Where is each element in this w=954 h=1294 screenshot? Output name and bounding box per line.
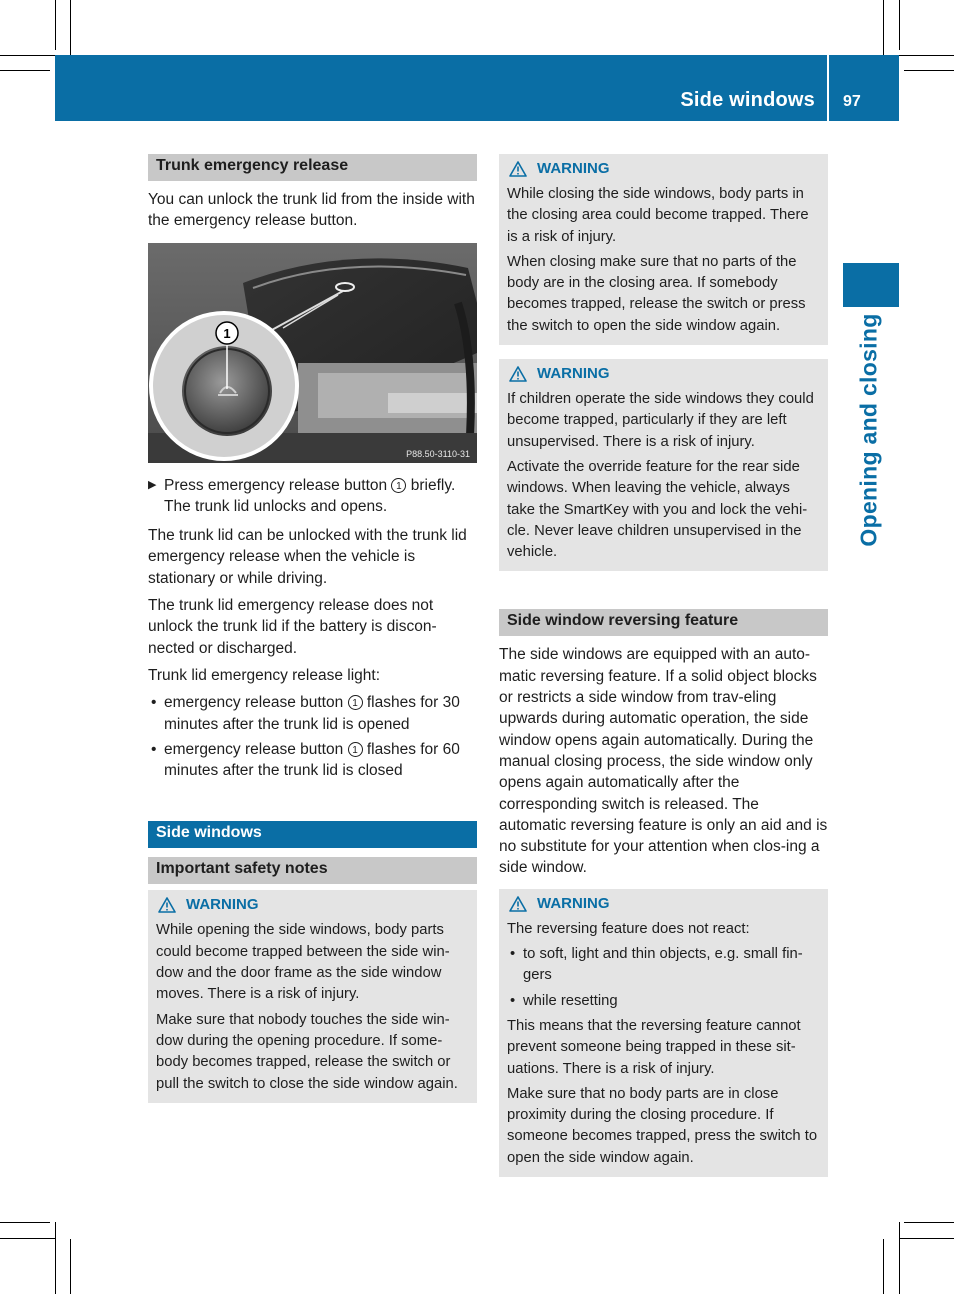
trunk-para-2: The trunk lid emergency release does not unlock the trunk lid if the battery is discon-nected or discharged. xyxy=(148,597,437,657)
trunk-para-1: The trunk lid can be unlocked with the trunk lid emergency release when the vehicle is stationary or while driving. xyxy=(148,527,467,587)
section-heading-safety: Important safety notes xyxy=(148,857,477,884)
header-title: Side windows xyxy=(680,89,815,111)
warning-triangle-icon xyxy=(158,897,176,913)
header-bar xyxy=(55,55,899,121)
page-number: 97 xyxy=(843,93,861,110)
crop-mark xyxy=(899,55,954,56)
warning-text: Activate the override feature for the rear side windows. When leaving the vehicle, always take the SmartKey with you and lock the vehi-cle. Never leave children unsupervised in the vehicle. xyxy=(507,458,808,561)
crop-mark xyxy=(883,0,884,55)
crop-mark xyxy=(899,0,900,50)
crop-mark xyxy=(0,1222,50,1223)
crop-mark xyxy=(0,55,55,56)
reversing-text: The side windows are equipped with an auto-matic reversing feature. If a solid object blocks or restricts a side window from trav-eling upwards during automatic operation, the side window opens again automatically. During the manual closing process, the side window only opens again automatically after the corresponding switch is released. The automatic reversing feature is only an aid and is no substitute for your attention when clos-ing a side window. xyxy=(499,646,828,877)
warning-box xyxy=(148,890,477,1102)
warning-text: When closing make sure that no parts of the body are in the closing area. If somebody becomes trapped, release the switch or press the switch to open the side window again. xyxy=(507,253,806,334)
step-arrow-icon: ▶ xyxy=(148,478,157,491)
warning-text: While closing the side windows, body parts in the closing area could become trapped. There is a risk of injury. xyxy=(507,186,809,245)
trunk-intro: You can unlock the trunk lid from the inside with the emergency release button. xyxy=(148,191,475,230)
chapter-label-text: Opening and closing xyxy=(855,313,882,547)
warning-triangle-icon xyxy=(509,896,527,912)
figure-code: P88.50-3110-31 xyxy=(406,448,470,459)
figure-callout: 1 xyxy=(223,325,231,341)
crop-mark xyxy=(70,1239,71,1294)
warning-text: Make sure that nobody touches the side win-dow during the opening procedure. If some-body becomes trapped, release the switch or pull the switch to close the side window again. xyxy=(156,1011,458,1092)
crop-mark xyxy=(883,1239,884,1294)
crop-mark xyxy=(904,70,954,71)
warning-label: WARNING xyxy=(537,160,610,177)
warning-box xyxy=(499,359,828,571)
warning-text: This means that the reversing feature cannot prevent someone being trapped in these sit-uations. There is a risk of injury. xyxy=(507,1017,801,1077)
warning-label: WARNING xyxy=(186,896,259,914)
warning-text: Make sure that no body parts are in close proximity during the closing procedure. If someone becomes trapped, press the switch to open the side window again. xyxy=(507,1085,818,1166)
crop-mark xyxy=(55,1222,56,1294)
crop-mark xyxy=(0,1238,55,1239)
crop-mark xyxy=(899,1222,900,1294)
list-item: • emergency release button 1 flashes for 60 minutes after the trunk lid is closed xyxy=(151,740,460,780)
warning-text: If children operate the side windows they could become trapped, particularly if they are left unsupervised. There is a risk of injury. xyxy=(507,391,814,450)
warning-box xyxy=(499,154,828,345)
warning-box xyxy=(499,889,828,1177)
callout-number: 1 xyxy=(391,478,406,493)
left-column xyxy=(148,154,477,1103)
chapter-tab xyxy=(843,263,899,307)
warning-label: WARNING xyxy=(537,365,610,383)
crop-mark xyxy=(904,1222,954,1223)
list-item: • to soft, light and thin objects, e.g. small fin-gers xyxy=(510,946,803,984)
callout-number: 1 xyxy=(348,742,363,757)
section-heading-side-windows: Side windows xyxy=(148,821,477,848)
list-item: • emergency release button 1 flashes for 30 minutes after the trunk lid is opened xyxy=(151,694,460,733)
crop-mark xyxy=(70,0,71,55)
warning-text: While opening the side windows, body parts could become trapped between the side win-dow and the door frame as the side window moves. There is a risk of injury. xyxy=(156,922,450,1003)
warning-triangle-icon xyxy=(509,161,527,177)
crop-mark xyxy=(899,1238,954,1239)
warning-text: The reversing feature does not react: xyxy=(507,920,750,937)
crop-mark xyxy=(0,70,50,71)
header-divider xyxy=(827,55,829,121)
list-item: • while resetting xyxy=(510,992,618,1009)
step-result: The trunk lid unlocks and opens. xyxy=(164,497,388,515)
right-column xyxy=(499,154,828,1177)
light-label: Trunk lid emergency release light: xyxy=(148,666,381,684)
section-heading-reversing: Side window reversing feature xyxy=(499,609,828,636)
section-heading-trunk: Trunk emergency release xyxy=(148,154,477,181)
callout-number: 1 xyxy=(348,695,363,710)
warning-triangle-icon xyxy=(509,366,527,382)
step-item: ▶ Press emergency release button 1 briefly. The trunk lid unlocks and opens. xyxy=(148,476,456,515)
warning-label: WARNING xyxy=(537,894,610,912)
trunk-release-illustration xyxy=(148,243,477,463)
crop-mark xyxy=(55,0,56,50)
